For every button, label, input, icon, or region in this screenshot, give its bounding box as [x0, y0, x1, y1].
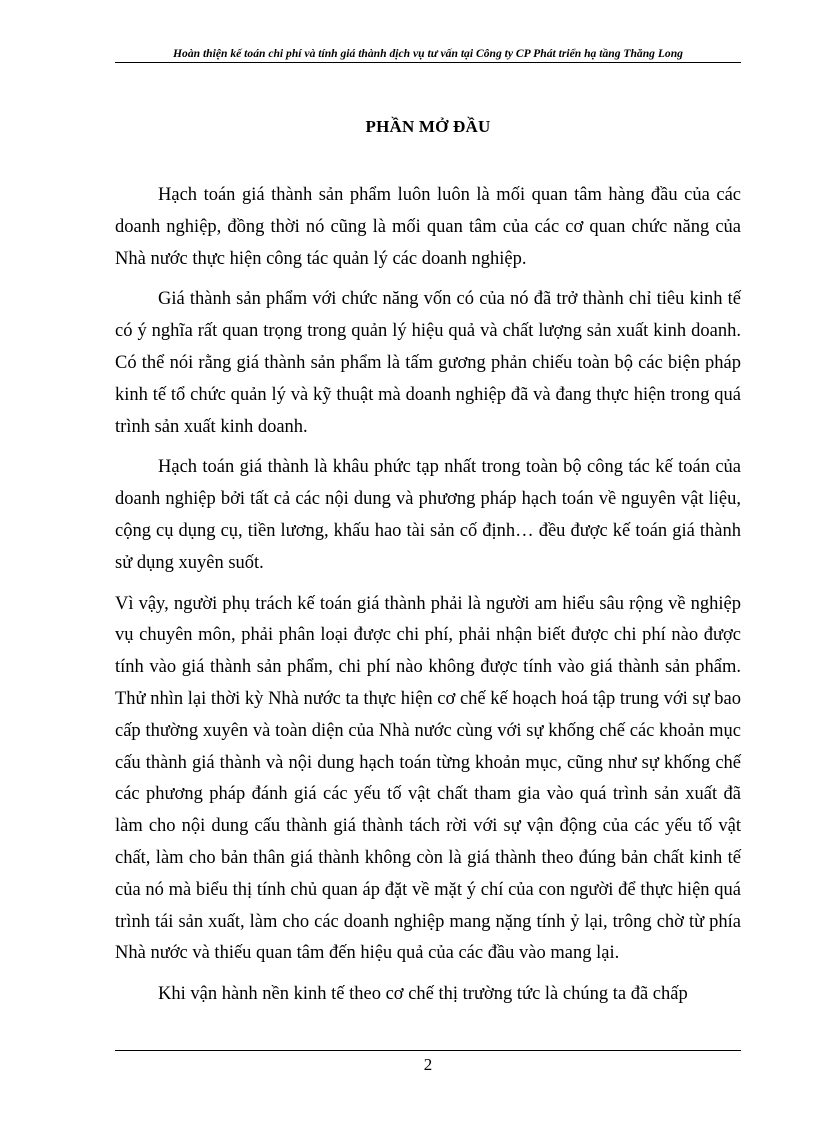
paragraph: Vì vậy, người phụ trách kế toán giá thành phải là người am hiểu sâu rộng về nghiệp vụ chuyên môn, phải phân loại được chi phí, phải nhận biết được chi phí nào được tính vào giá thành sản phẩm, chi phí nào không được tính vào giá thành sản phẩm. Thử nhìn lại thời kỳ Nhà nước ta thực hiện cơ chế kế hoạch hoá tập trung với sự bao cấp thường xuyên và toàn diện của Nhà nước cùng với sự khống chế các khoản mục cấu thành giá thành và nội dung hạch toán từng khoản mục, cũng như sự khống chế các phương pháp đánh giá các yếu tố vật chất tham gia vào quá trình sản xuất đã làm cho nội dung cấu thành giá thành tách rời với sự vận động của các yếu tố vật chất, làm cho bản thân giá thành không còn là giá thành theo đúng bản chất kinh tế của nó mà biểu thị tính chủ quan áp đặt về mặt ý chí của con người để thực hiện quá trình tái sản xuất, làm cho các doanh nghiệp mang nặng tính ỷ lại, trông chờ từ phía Nhà nước và thiếu quan tâm đến hiệu quả của các đầu vào mang lại.	[115, 593, 741, 964]
section-title: PHẦN MỞ ĐẦU	[365, 117, 491, 136]
paragraph: Hạch toán giá thành sản phẩm luôn luôn là mối quan tâm hàng đầu của các doanh nghiệp, đồng thời nó cũng là mối quan tâm của các cơ quan chức năng của Nhà nước thực hiện công tác quản lý các doanh nghiệp.	[115, 185, 741, 269]
paragraph: Khi vận hành nền kinh tế theo cơ chế thị trường tức là chúng ta đã chấp	[158, 984, 688, 1005]
footer-divider	[115, 1050, 741, 1051]
page-number: 2	[423, 1055, 433, 1074]
paragraph: Giá thành sản phẩm với chức năng vốn có của nó đã trở thành chỉ tiêu kinh tế có ý nghĩa rất quan trọng trong quản lý hiệu quả và chất lượng sản xuất kinh doanh. Có thể nói rằng giá thành sản phẩm là tấm gương phản chiếu toàn bộ các biện pháp kinh tế tổ chức quản lý và kỹ thuật mà doanh nghiệp đã và đang thực hiện trong quá trình sản xuất kinh doanh.	[115, 289, 741, 437]
running-header: Hoàn thiện kế toán chi phí và tính giá thành dịch vụ tư vấn tại Công ty CP Phát triển hạ tầng Thăng Long	[115, 47, 741, 63]
body-text	[115, 180, 741, 1020]
paragraph: Hạch toán giá thành là khâu phức tạp nhất trong toàn bộ công tác kế toán của doanh nghiệp bởi tất cả các nội dung và phương pháp hạch toán về nguyên vật liệu, cộng cụ dụng cụ, tiền lương, khấu hao tài sản cố định… đều được kế toán giá thành sử dụng xuyên suốt.	[115, 457, 741, 573]
